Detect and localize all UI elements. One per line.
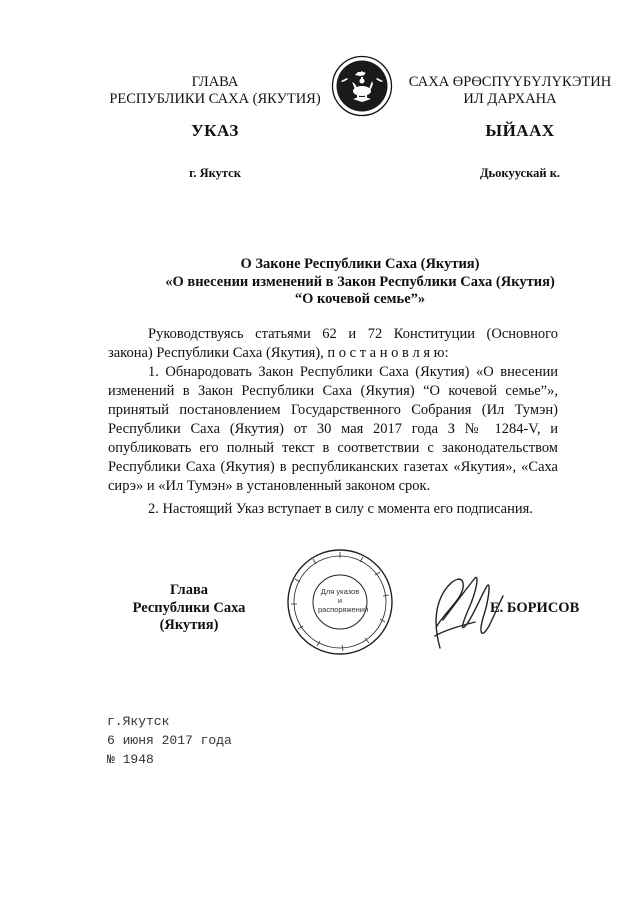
registration-block: [107, 712, 357, 769]
registration-city: г.Якутск: [107, 714, 170, 729]
registration-number: № 1948: [107, 752, 154, 767]
header-right-line1: САХА ӨРӨСПҮҮБҮЛҮКЭТИН: [408, 74, 612, 90]
header-right-line2: ИЛ ДАРХАНА: [463, 91, 557, 107]
body-intro: Руководствуясь статьями 62 и 72 Конституции (Основного закона) Республики Саха (Якутия), п о с т а н о в л я ю:: [108, 326, 558, 361]
stamp-center-text: Для указов и распоряжений: [318, 587, 369, 614]
city-sah: Дьокуускай к.: [479, 166, 561, 180]
city-ru: г. Якутск: [189, 166, 241, 180]
decree-title-ru: УКАЗ: [191, 121, 239, 140]
signatory-role-line2: Республики Саха (Якутия): [132, 599, 246, 633]
coat-of-arms-emblem: [331, 55, 393, 117]
header-left-line1: ГЛАВА: [191, 74, 239, 90]
signatory-role-line1: Глава: [169, 582, 209, 598]
document-title: [100, 256, 620, 309]
header-left-line2: РЕСПУБЛИКИ САХА (ЯКУТИЯ): [109, 91, 321, 107]
signatory-role: [104, 582, 274, 635]
body-item-2: 2. Настоящий Указ вступает в силу с момента его подписания.: [148, 501, 533, 517]
document-title-line1: О Законе Республики Саха (Якутия): [240, 256, 480, 272]
body-item-1: 1. Обнародовать Закон Республики Саха (Якутия) «О внесении изменений в Закон Республики Саха (Якутия) “О кочевой семье”», принятый постановлением Государственного Собрания (Ил Тумэн) Республики Саха (Якутия) от 30 мая 2017 года З № 1284-V, и опубликовать его полный текст в соответствии с законодательством Республики Саха (Якутия) в республиканских газетах «Якутия», «Саха сирэ» и «Ил Тумэн» в установленный законом срок.: [108, 364, 558, 494]
decree-title-sah: ЫЙААХ: [485, 121, 555, 140]
signatory-name: Е. БОРИСОВ: [490, 600, 580, 616]
registration-date: 6 июня 2017 года: [107, 733, 232, 748]
official-stamp: [285, 547, 395, 657]
document-title-line3: “О кочевой семье”»: [294, 291, 426, 307]
header-left: [100, 74, 330, 108]
header-right: [395, 74, 625, 108]
document-title-line2: «О внесении изменений в Закон Республики Саха (Якутия): [165, 273, 555, 290]
